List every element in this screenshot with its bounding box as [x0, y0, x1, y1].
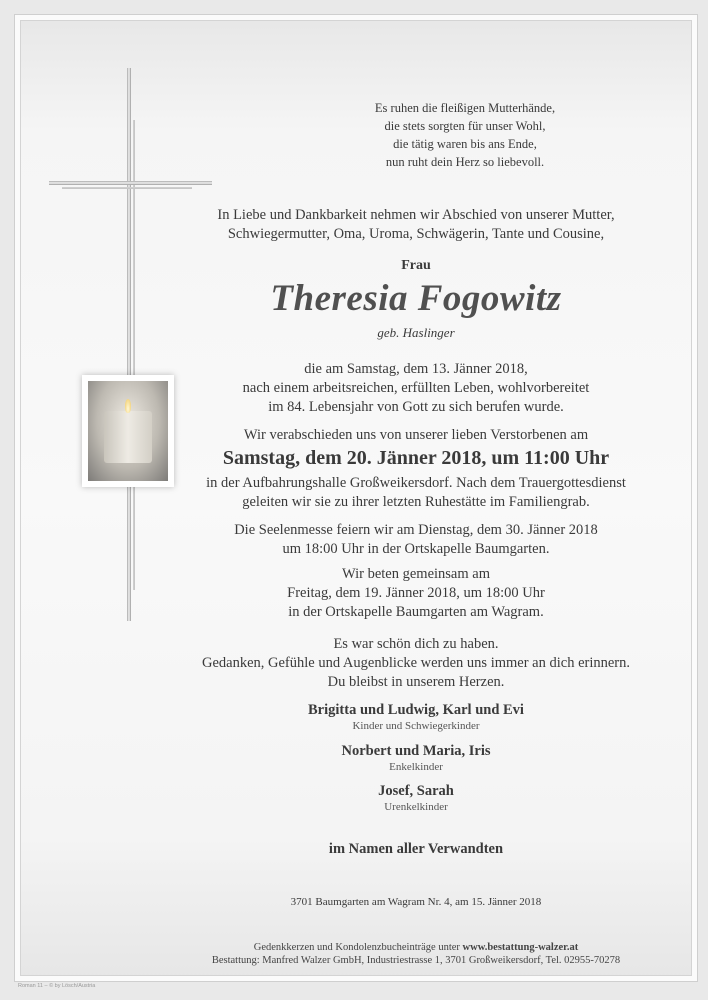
farewell-intro: Wir verabschieden uns von unserer lieben Verstorbenen am: [243, 427, 589, 443]
imprint: Roman 11 – © by Lösch/Austria: [18, 983, 96, 989]
intro-text: In Liebe und Dankbarkeit nehmen wir Abschied von unserer Mutter, Schwiegermutter, Oma, Uroma, Schwägerin, Tante und Cousine,: [217, 207, 615, 242]
salutation: Frau: [401, 258, 431, 273]
mourner-relation: Urenkelkinder: [384, 801, 448, 813]
website-link[interactable]: www.bestattung-walzer.at: [462, 942, 579, 953]
poem-line: nun ruht dein Herz so liebevoll.: [385, 155, 545, 169]
death-info: die am Samstag, dem 13. Jänner 2018, nach einem arbeitsreichen, erfüllten Leben, wohlvorbereitet im 84. Lebensjahr von Gott zu sich berufen wurde.: [242, 361, 590, 415]
footer-undertaker: Bestattung: Manfred Walzer GmbH, Industriestrasse 1, 3701 Großweikersdorf, Tel. 02955-70278: [211, 955, 621, 966]
poem: [310, 99, 620, 171]
relatives-line: im Namen aller Verwandten: [328, 841, 504, 857]
poem-line: die stets sorgten für unser Wohl,: [384, 119, 546, 133]
poem-line: die tätig waren bis ans Ende,: [393, 137, 537, 151]
mourner-relation: Enkelkinder: [389, 761, 443, 773]
mourner-names: Josef, Sarah: [378, 783, 454, 799]
closing-words: Es war schön dich zu haben. Gedanken, Gefühle und Augenblicke werden uns immer an dich erinnern. Du bleibst in unserem Herzen.: [201, 636, 630, 690]
mourner-names: Norbert und Maria, Iris: [341, 743, 491, 759]
funeral-place: in der Aufbahrungshalle Großweikersdorf. Nach dem Trauergottesdienst geleiten wir sie zu ihrer letzten Ruhestätte im Familiengrab.: [206, 475, 626, 510]
mourner-relation: Kinder und Schwiegerkinder: [352, 720, 480, 732]
prayer-info: Wir beten gemeinsam am Freitag, dem 19. Jänner 2018, um 18:00 Uhr in der Ortskapelle Baumgarten am Wagram.: [287, 566, 545, 620]
requiem-mass: Die Seelenmesse feiern wir am Dienstag, dem 30. Jänner 2018 um 18:00 Uhr in der Ortskapelle Baumgarten.: [234, 522, 598, 557]
footer-condolence: Gedenkkerzen und Kondolenzbucheinträge unter www.bestattung-walzer.at: [253, 942, 579, 953]
maiden-name: geb. Haslinger: [377, 325, 455, 340]
deceased-name: Theresia Fogowitz: [270, 278, 562, 319]
funeral-date: Samstag, dem 20. Jänner 2018, um 11:00 Uhr: [222, 447, 610, 469]
poem-line: Es ruhen die fleißigen Mutterhände,: [374, 101, 556, 115]
mourner-names: Brigitta und Ludwig, Karl und Evi: [308, 702, 524, 718]
place-date: 3701 Baumgarten am Wagram Nr. 4, am 15. Jänner 2018: [290, 896, 542, 908]
